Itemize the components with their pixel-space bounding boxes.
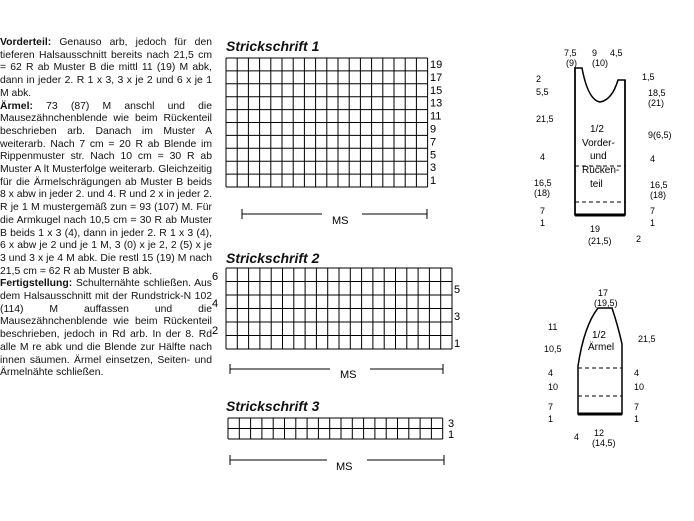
chart-1-row-number: 13 [430, 97, 443, 110]
body-top-label: (10) [592, 58, 609, 68]
body-left-label: 21,5 [536, 114, 554, 124]
sleeve-left-label: 10,5 [544, 344, 562, 354]
body-top-label: 4,5 [610, 48, 623, 58]
sleeve-left-label: 7 [548, 402, 554, 412]
front-heading: Vorderteil: [0, 37, 52, 48]
sleeve-outline [578, 308, 622, 414]
chart-1-row-number: 17 [430, 71, 443, 84]
front-paragraph [0, 37, 212, 101]
body-right-label: 1,5 [642, 72, 655, 82]
sleeve-left-label: 11 [548, 322, 558, 332]
chart-1-grid [226, 58, 428, 187]
chart-1-row-number: 1 [430, 175, 437, 188]
chart-1 [222, 56, 472, 231]
body-left-label: 7 [540, 206, 546, 216]
body-center-label: Rücken- [582, 165, 620, 176]
body-top-label: 9 [592, 48, 598, 58]
sleeve-left-label: 4 [548, 368, 554, 378]
chart-2-right-number: 3 [454, 311, 461, 323]
body-right-label: 7 [650, 206, 656, 216]
chart-3-row-number: 1 [448, 429, 455, 441]
chart-3-title: Strickschrift 3 [226, 398, 320, 414]
body-bottom-label: (21,5) [588, 236, 612, 246]
body-left-label: 4 [540, 152, 546, 162]
sleeve-center-label: Ärmel [588, 342, 615, 353]
chart-2-grid [226, 268, 452, 349]
body-left-label: 16,5 [534, 178, 552, 188]
chart-3-row-numbers [448, 418, 454, 441]
sleeves-heading: Ärmel: [0, 100, 33, 112]
sleeve-left-label: 1 [548, 414, 554, 424]
chart-2-right-number: 5 [454, 284, 461, 296]
sleeve-bottom-label: 12 [594, 428, 605, 438]
body-right-label: (21) [648, 98, 665, 108]
finishing-paragraph [0, 278, 212, 380]
chart-1-row-number: 15 [430, 84, 443, 97]
chart-1-row-number: 3 [430, 162, 437, 175]
sleeve-right-label: 7 [634, 402, 640, 412]
chart-2-row-numbers [212, 271, 460, 350]
chart-2-left-number: 6 [212, 271, 219, 283]
instructions-text [0, 37, 212, 380]
sleeves-text: 73 (87) M anschl und die Mausezähnchenblende wie beim Rückenteil beschrieben arb. Danach im Muster A weiterarb. Nach 7 cm = 20 R ab Blende im Rippenmuster str. Nach 10 cm = 30 R ab Muster A lt Musterfolge weiterarb. Gleichzeitig für die Ärmelschrägungen ab Muster B beids 8 x abw in jeder 2. und 4. R und 2 x in jeder 2. R je 1 M mustergemäß zun = 93 (107) M. Für die Armkugel nach 10,5 cm = 30 R ab Muster B beids 1 x 3 (4), dann in jeder 2. R 1 x 3 (4), 6 x abw je 2 und je 1 M, 3 (0) x je 2, 2 (5) x je 3 und 3 x je 4 M abk. Die restl 15 (19) M nach 21,5 cm = 62 R ab Muster B abk. [0, 100, 212, 277]
chart-3-ms-label: MS [336, 461, 353, 473]
sleeve-right-label: 1 [634, 414, 640, 424]
chart-1-title: Strickschrift 1 [226, 38, 320, 54]
chart-3 [222, 414, 472, 476]
chart-2-left-number: 4 [212, 298, 219, 310]
sleeve-right-label: 4 [634, 368, 640, 378]
chart-1-ms-label: MS [332, 215, 349, 227]
chart-2-left-number: 2 [212, 325, 219, 337]
sleeves-paragraph [0, 101, 212, 279]
sleeve-top-label: 17 [598, 288, 609, 298]
chart-1-row-number: 7 [430, 136, 437, 149]
body-right-label: 9(6,5) [648, 130, 672, 140]
chart-3-grid [228, 418, 443, 439]
body-right-label: 4 [650, 154, 656, 164]
body-bottom-label: 2 [636, 234, 642, 244]
sleeve-bottom-label: (14,5) [592, 438, 616, 448]
body-schematic [530, 40, 694, 260]
body-center-label: und [590, 151, 607, 162]
chart-2-ms-label: MS [340, 369, 357, 381]
sleeve-center-label: 1/2 [592, 330, 606, 341]
sleeve-right-label: 10 [634, 382, 645, 392]
body-left-label: 1 [540, 218, 546, 228]
body-left-label: (18) [534, 188, 551, 198]
sleeve-bottom-label: 4 [574, 432, 580, 442]
sleeve-right-label: 21,5 [638, 334, 656, 344]
chart-2 [210, 266, 470, 384]
body-center-label: Vorder- [582, 138, 615, 149]
body-right-label: 1 [650, 218, 656, 228]
front-text: Genauso arb, jedoch für den tieferen Halsausschnitt bereits nach 21,5 cm = 62 R ab Muster B die mittl 11 (19) M abk, dann in jeder 2. R 1 x 3, 3 x je 2 und 6 x je 1 M abk. [0, 37, 212, 99]
sleeve-top-label: (19,5) [594, 298, 618, 308]
body-bottom-label: 19 [590, 224, 601, 234]
chart-1-row-number: 5 [430, 149, 437, 162]
chart-1-row-number: 19 [430, 59, 443, 71]
body-top-label: (9) [566, 58, 577, 68]
chart-2-right-number: 1 [454, 338, 461, 350]
chart-1-row-number: 9 [430, 123, 437, 136]
finishing-heading: Fertigstellung: [0, 278, 73, 290]
sleeve-schematic [530, 286, 694, 456]
chart-3-row-number: 3 [448, 418, 455, 430]
body-center-label: 1/2 [590, 124, 604, 135]
body-right-label: 16,5 [650, 180, 668, 190]
body-right-label: 18,5 [648, 88, 666, 98]
chart-2-title: Strickschrift 2 [226, 250, 320, 266]
sleeve-left-label: 10 [548, 382, 559, 392]
chart-1-row-number: 11 [430, 110, 442, 123]
body-left-label: 5,5 [536, 87, 549, 97]
chart-1-row-numbers [430, 59, 442, 187]
body-top-label: 7,5 [564, 48, 577, 58]
finishing-text: Schulternähte schließen. Aus dem Halsausschnitt mit der Rundstrick-N 102 (114) M auffassen und die Mausezähnchenblende wie beim Rückenteil beschrieben, jedoch in Rd arb. In der 8. Rd alle M re abk und die Blende zur Hälfte nach innen säumen. Ärmel einsetzen, Seiten- und Ärmelnähte schließen. [0, 278, 212, 379]
body-left-label: 2 [536, 74, 542, 84]
body-center-label: teil [590, 179, 603, 190]
body-right-label: (18) [650, 190, 667, 200]
